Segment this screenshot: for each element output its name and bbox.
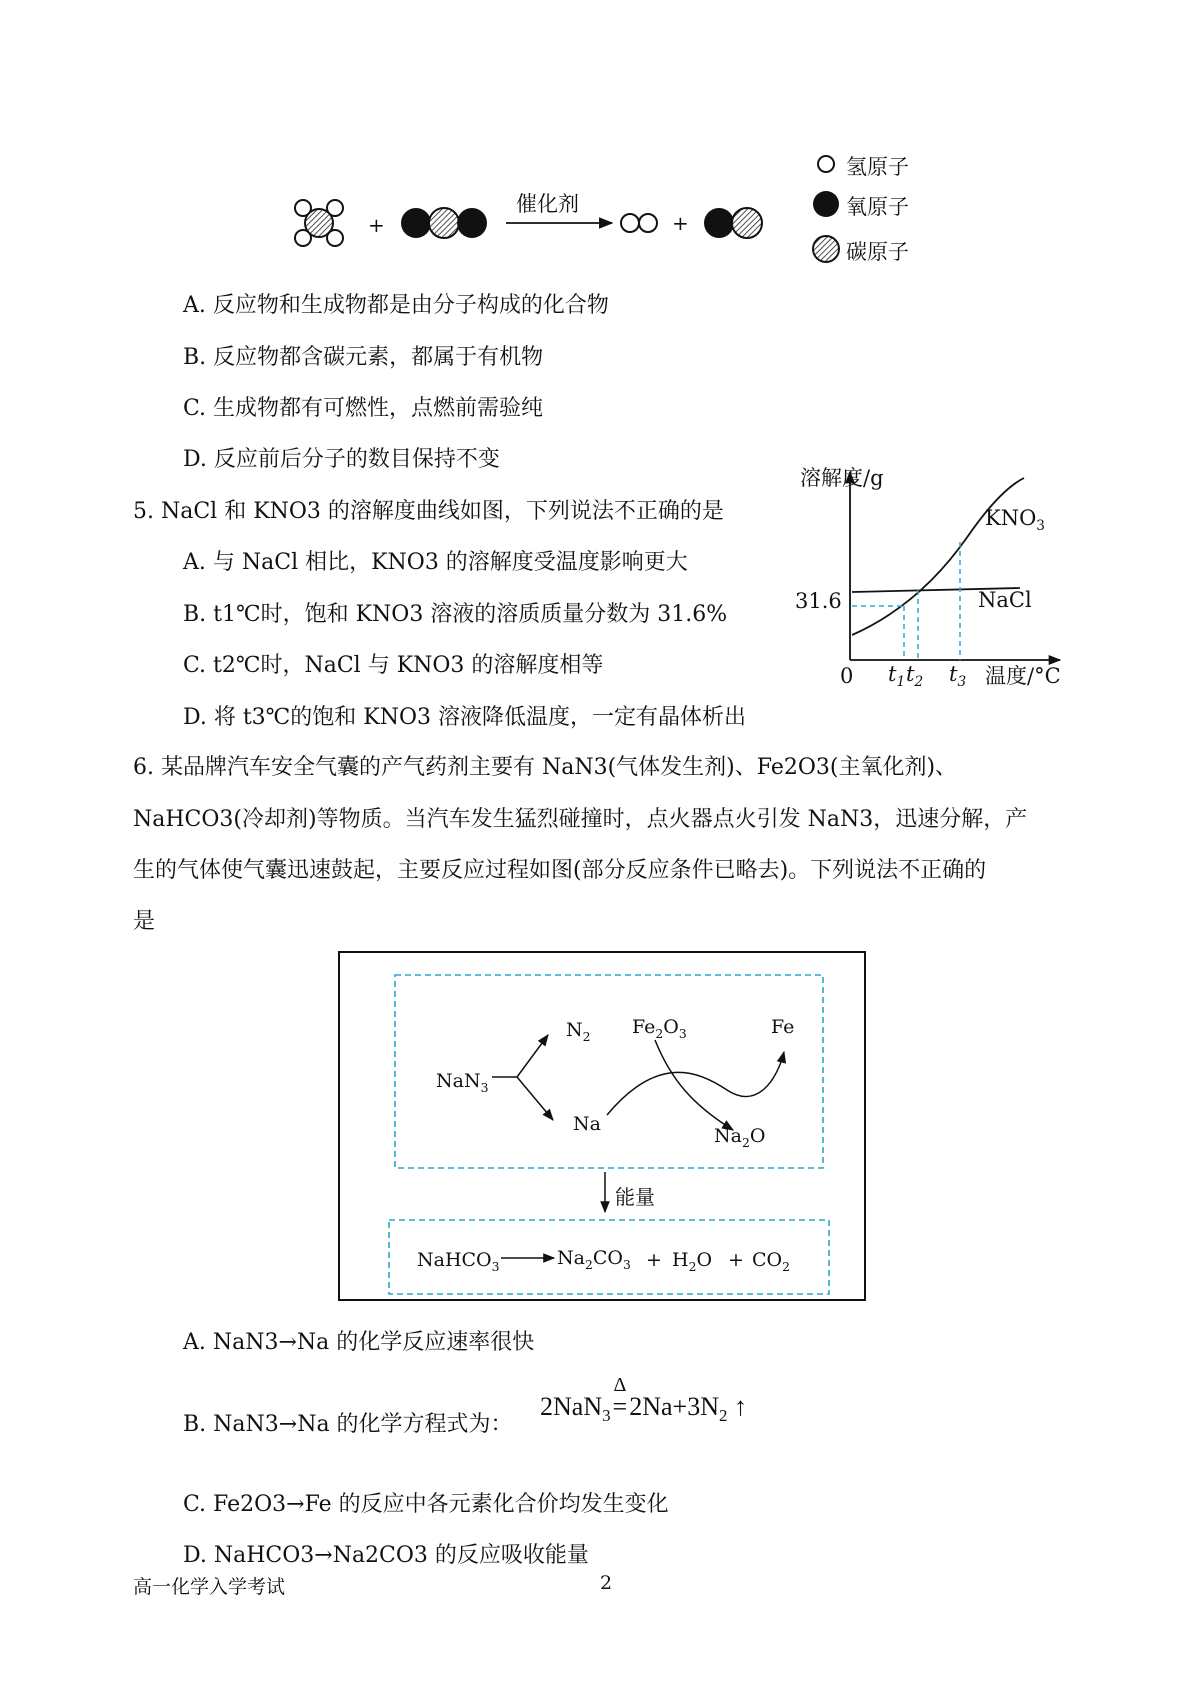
legend-carbon-label: 碳原子 [846, 240, 909, 264]
q4-option-b: B. 反应物都含碳元素，都属于有机物 [183, 345, 544, 370]
q4-option-d: D. 反应前后分子的数目保持不变 [183, 447, 500, 472]
y-tick-31-6: 31.6 [795, 589, 842, 613]
fe2o3-to-na2o-arrow [655, 1040, 733, 1130]
plus-sign: + [646, 1249, 662, 1271]
page-number: 2 [600, 1572, 613, 1594]
q6-stem-line-2: NaHCO3(冷却剂)等物质。当汽车发生猛烈碰撞时，点火器点火引发 NaN3，迅速分解，产 [133, 807, 1028, 832]
kno3-label: $KNO_3$ [985, 506, 1045, 535]
na-node: Na [573, 1113, 601, 1135]
na-to-fe-arrow [607, 1052, 784, 1115]
carbon-monoxide-molecule [704, 208, 762, 238]
na2o-node: $Na_2O$ [714, 1125, 766, 1150]
reaction-diagram [0, 0, 1200, 270]
q4-option-c: C. 生成物都有可燃性，点燃前需验纯 [183, 396, 544, 421]
q6-option-c: C. Fe2O3→Fe 的反应中各元素化合价均发生变化 [183, 1492, 669, 1517]
nacl-label: NaCl [978, 588, 1032, 612]
fe-node: Fe [771, 1016, 795, 1038]
nan3-node: NaN$_3$ [436, 1070, 489, 1095]
q5-option-a: A. 与 NaCl 相比，KNO3 的溶解度受温度影响更大 [183, 550, 688, 575]
nahco3-node: NaHCO$_3$ [417, 1249, 500, 1274]
legend-oxygen-label: 氧原子 [846, 195, 909, 219]
energy-label: 能量 [615, 1185, 655, 1209]
plus-sign: + [672, 211, 689, 235]
legend-hydrogen-atom [818, 156, 834, 172]
h2o-node: $H_2O$ [672, 1249, 713, 1274]
chart-x-label: 温度/°C [985, 664, 1061, 688]
t1-label: $t_1$ [888, 662, 906, 691]
origin-label: 0 [840, 664, 854, 688]
q6-option-a: A. NaN3→Na 的化学反应速率很快 [183, 1330, 535, 1355]
q6-option-b-equation: 2NaN$_3$ Δ $=2Na+3N_2$ ↑ [540, 1374, 747, 1426]
co2-node: $CO_2$ [752, 1249, 790, 1274]
q6-option-b: B. NaN3→Na 的化学方程式为： [183, 1412, 513, 1437]
q5-option-c: C. t2℃时，NaCl 与 KNO3 的溶解度相等 [183, 653, 604, 678]
q4-option-a: A. 反应物和生成物都是由分子构成的化合物 [183, 293, 609, 318]
legend-oxygen-atom [813, 191, 839, 217]
q6-option-d: D. NaHCO3→Na2CO3 的反应吸收能量 [183, 1543, 589, 1568]
exam-title-footer: 高一化学入学考试 [133, 1576, 286, 1598]
n2-node: $N_2$ [566, 1019, 591, 1044]
q6-stem-line-3: 生的气体使气囊迅速鼓起，主要反应过程如图(部分反应条件已略去)。下列说法不正确的 [133, 858, 987, 883]
catalyst-label: 催化剂 [516, 192, 579, 216]
na2co3-node: $Na_2CO_3$ [557, 1247, 631, 1272]
q5-stem: 5. NaCl 和 KNO3 的溶解度曲线如图，下列说法不正确的是 [133, 499, 724, 524]
legend-hydrogen-label: 氢原子 [846, 155, 909, 179]
q5-option-b: B. t1℃时，饱和 KNO3 溶液的溶质质量分数为 31.6% [183, 602, 728, 627]
q6-stem-line-4: 是 [133, 909, 156, 934]
q5-option-d: D. 将 t3℃的饱和 KNO3 溶液降低温度，一定有晶体析出 [183, 705, 746, 730]
hydrogen-molecule [621, 214, 657, 232]
plus-sign: + [728, 1249, 744, 1271]
t2-label: $t_2$ [906, 662, 924, 691]
methane-molecule [295, 200, 343, 246]
carbon-dioxide-molecule [401, 208, 487, 238]
q6-stem-line-1: 6. 某品牌汽车安全气囊的产气药剂主要有 NaN3(气体发生剂)、Fe2O3(主氧化剂)、 [133, 755, 958, 780]
legend-carbon-atom [813, 236, 839, 262]
t3-label: $t_3$ [949, 662, 967, 691]
fe2o3-node: $Fe_2O_3$ [632, 1016, 687, 1041]
chart-y-label: 溶解度/g [800, 466, 884, 490]
plus-sign: + [368, 213, 385, 237]
